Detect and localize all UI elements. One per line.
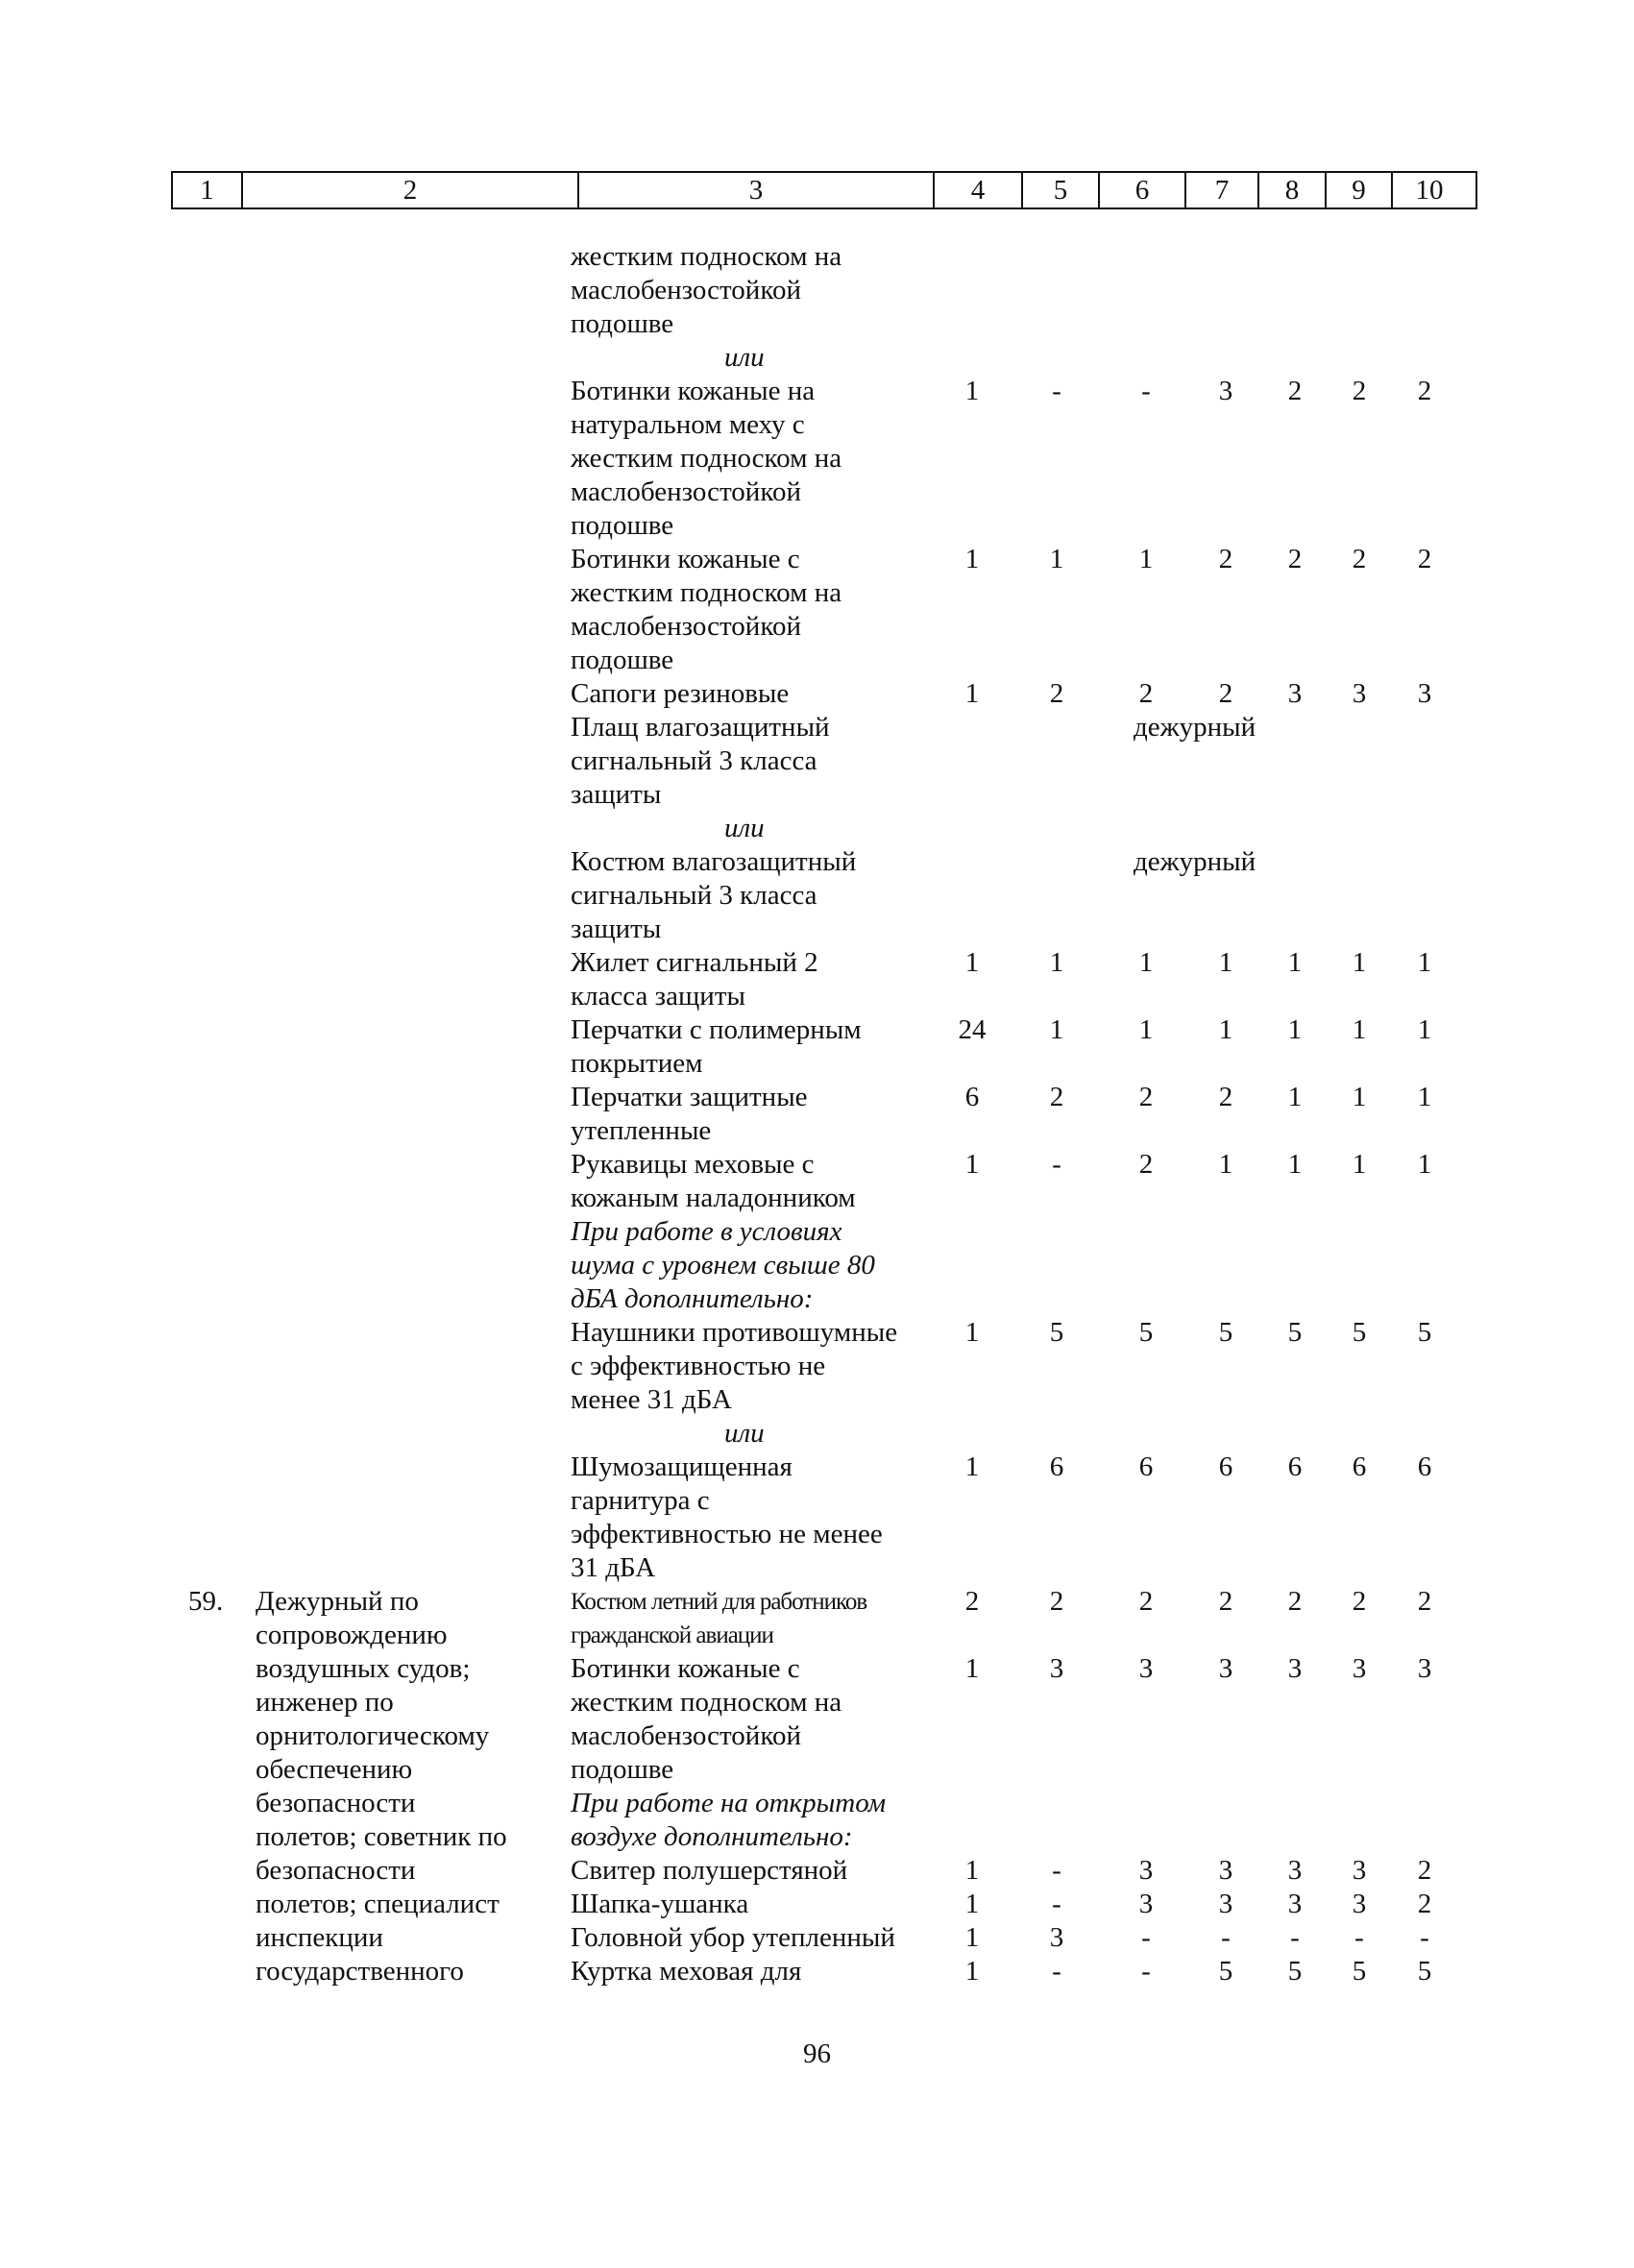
value-cell-col7: 3 (1218, 1855, 1233, 1886)
value-cell-col10: 2 (1417, 376, 1432, 406)
value-cell-col8: 5 (1287, 1317, 1303, 1348)
col3-line: Головной убор утепленный (571, 1922, 895, 1953)
value-cell-col7: 6 (1218, 1451, 1233, 1482)
value-cell-col6: 3 (1138, 1855, 1154, 1886)
col3-line: Перчатки с полимерным (571, 1014, 862, 1045)
value-cell-col10: 2 (1417, 1889, 1432, 1919)
position-line: государственного (256, 1956, 464, 1987)
value-cell-col7: 2 (1218, 678, 1233, 709)
value-cell-col8: 2 (1287, 376, 1303, 406)
col3-line: кожаным наладонником (571, 1183, 856, 1213)
col3-line: подошве (571, 1754, 674, 1785)
col3-line: натуральном меху с (571, 409, 805, 440)
value-cell-col10: 2 (1417, 1855, 1432, 1886)
position-line: воздушных судов; (256, 1653, 471, 1684)
value-cell-col9: 1 (1352, 947, 1367, 978)
value-cell-col5: - (1052, 1889, 1061, 1919)
value-cell-col6: - (1141, 1922, 1151, 1953)
value-cell-col7: 5 (1218, 1956, 1233, 1987)
position-line: Дежурный по (256, 1586, 419, 1617)
value-cell-col9: 3 (1352, 1889, 1367, 1919)
value-cell-col8: 6 (1287, 1451, 1303, 1482)
value-cell-col5: 1 (1049, 947, 1064, 978)
col3-line: класса защиты (571, 981, 745, 1012)
header-col-4: 4 (935, 173, 1023, 207)
item-number: 59. (188, 1586, 224, 1617)
value-cell-col10: 6 (1417, 1451, 1432, 1482)
value-cell-col7: 5 (1218, 1317, 1233, 1348)
value-cell-col8: 3 (1287, 678, 1303, 709)
col3-line: Перчатки защитные (571, 1082, 808, 1112)
value-cell-col5: 1 (1049, 1014, 1064, 1045)
position-line: сопровождению (256, 1620, 448, 1650)
value-cell-col4: 1 (964, 1451, 980, 1482)
value-cell-col6: - (1141, 376, 1151, 406)
position-line: полетов; специалист (256, 1889, 500, 1919)
value-cell-col5: 5 (1049, 1317, 1064, 1348)
col3-condition: дБА дополнительно: (571, 1283, 814, 1314)
value-cell-col9: 1 (1352, 1149, 1367, 1180)
col3-condition: воздухе дополнительно: (571, 1821, 853, 1852)
value-cell-col9: 5 (1352, 1317, 1367, 1348)
value-cell-col8: 3 (1287, 1889, 1303, 1919)
col3-line: жестким подноском на (571, 443, 842, 474)
value-cell-col9: 1 (1352, 1082, 1367, 1112)
col3-line: жестким подноском на (571, 241, 842, 272)
col3-line: с эффективностью не (571, 1351, 826, 1381)
value-cell-col4: 1 (964, 1653, 980, 1684)
header-col-10: 10 (1415, 174, 1444, 206)
value-cell-col4: 1 (964, 376, 980, 406)
value-cell-col8: 1 (1287, 947, 1303, 978)
value-cell-col5: - (1052, 1956, 1061, 1987)
position-line: безопасности (256, 1788, 416, 1818)
value-cell-col7: 1 (1218, 1149, 1233, 1180)
value-cell-col4: 1 (964, 1956, 980, 1987)
col3-line: защиты (571, 914, 662, 944)
value-cell-col9: 5 (1352, 1956, 1367, 1987)
value-cell-col4: 1 (964, 1922, 980, 1953)
header-col-2: 2 (243, 173, 579, 207)
value-cell-col4: 6 (964, 1082, 980, 1112)
page-number: 96 (803, 2038, 831, 2069)
table-header (171, 171, 1477, 209)
col3-condition: При работе в условиях (571, 1216, 842, 1247)
value-cell-col9: 3 (1352, 678, 1367, 709)
col3-line: Сапоги резиновые (571, 678, 790, 709)
value-cell-col8: 1 (1287, 1082, 1303, 1112)
value-cell-col7: 2 (1218, 1586, 1233, 1617)
header-col-9: 9 (1327, 173, 1393, 207)
value-cell-col5: 3 (1049, 1653, 1064, 1684)
value-cell-col6: 1 (1138, 947, 1154, 978)
col3-line: 31 дБА (571, 1552, 656, 1583)
header-col-1: 1 (173, 173, 243, 207)
value-cell-col9: 2 (1352, 544, 1367, 574)
col3-line: маслобензостойкой (571, 275, 801, 305)
value-cell-col10: 2 (1417, 1586, 1432, 1617)
value-cell-col9: - (1354, 1922, 1364, 1953)
col3-line: Жилет сигнальный 2 (571, 947, 818, 978)
value-cell-col6: 5 (1138, 1317, 1154, 1348)
value-cell-col7: 1 (1218, 947, 1233, 978)
value-cell-col10: 3 (1417, 1653, 1432, 1684)
col3-line: гарнитура с (571, 1485, 710, 1516)
value-cell-col8: 2 (1287, 1586, 1303, 1617)
value-cell-col4: 24 (958, 1014, 987, 1045)
value-cell-col6: 3 (1138, 1653, 1154, 1684)
value-cell-col4: 1 (964, 1889, 980, 1919)
value-cell-col7: 2 (1218, 544, 1233, 574)
value-cell-col5: - (1052, 376, 1061, 406)
col3-line: подошве (571, 308, 674, 339)
value-cell-col10: 1 (1417, 1149, 1432, 1180)
value-cell-col6: 2 (1138, 678, 1154, 709)
col3-line: сигнальный 3 класса (571, 745, 817, 776)
col3-line: Шумозащищенная (571, 1451, 793, 1482)
value-cell-col8: 3 (1287, 1855, 1303, 1886)
value-cell-col8: 1 (1287, 1149, 1303, 1180)
value-cell-col5: 2 (1049, 1586, 1064, 1617)
value-cell-col7: 1 (1218, 1014, 1233, 1045)
value-cell-col5: 2 (1049, 678, 1064, 709)
value-cell-col10: 1 (1417, 1082, 1432, 1112)
col3-line: маслобензостойкой (571, 611, 801, 642)
col3-line: утепленные (571, 1115, 712, 1146)
value-cell-col4: 1 (964, 1149, 980, 1180)
value-cell-col8: 5 (1287, 1956, 1303, 1987)
col3-line: жестким подноском на (571, 1687, 842, 1718)
col3-line: покрытием (571, 1048, 703, 1079)
col3-condition: шума с уровнем свыше 80 (571, 1250, 875, 1280)
value-cell-col4: 2 (964, 1586, 980, 1617)
position-line: орнитологическому (256, 1720, 490, 1751)
value-cell-col8: - (1290, 1922, 1300, 1953)
header-col-7: 7 (1186, 173, 1259, 207)
value-cell-col5: 2 (1049, 1082, 1064, 1112)
position-line: полетов; советник по (256, 1821, 507, 1852)
position-line: инженер по (256, 1687, 394, 1718)
col3-line: Ботинки кожаные с (571, 544, 800, 574)
value-cell-col9: 2 (1352, 376, 1367, 406)
header-col-8: 8 (1259, 173, 1327, 207)
col3-line: подошве (571, 510, 674, 541)
duty-label: дежурный (1134, 712, 1256, 743)
col3-or: или (724, 813, 765, 843)
value-cell-col7: 3 (1218, 1653, 1233, 1684)
value-cell-col8: 3 (1287, 1653, 1303, 1684)
value-cell-col7: 2 (1218, 1082, 1233, 1112)
col3-line: Ботинки кожаные на (571, 376, 816, 406)
col3-line: маслобензостойкой (571, 476, 801, 507)
col3-line: Рукавицы меховые с (571, 1149, 815, 1180)
col3-line: маслобензостойкой (571, 1720, 801, 1751)
value-cell-col4: 1 (964, 678, 980, 709)
value-cell-col9: 6 (1352, 1451, 1367, 1482)
col3-line: Костюм летний для работников (571, 1589, 867, 1615)
value-cell-col4: 1 (964, 1317, 980, 1348)
col3-or: или (724, 1418, 765, 1449)
col3-line: менее 31 дБА (571, 1384, 732, 1415)
col3-line: защиты (571, 779, 662, 810)
duty-label: дежурный (1134, 846, 1256, 877)
value-cell-col5: 6 (1049, 1451, 1064, 1482)
col3-line: Наушники противошумные (571, 1317, 898, 1348)
value-cell-col6: 1 (1138, 1014, 1154, 1045)
value-cell-col7: 3 (1218, 376, 1233, 406)
header-col-3: 3 (579, 173, 935, 207)
value-cell-col5: - (1052, 1149, 1061, 1180)
value-cell-col5: 3 (1049, 1922, 1064, 1953)
value-cell-col9: 2 (1352, 1586, 1367, 1617)
col3-line: Свитер полушерстяной (571, 1855, 848, 1886)
col3-line: Ботинки кожаные с (571, 1653, 800, 1684)
value-cell-col10: 1 (1417, 947, 1432, 978)
value-cell-col6: 2 (1138, 1149, 1154, 1180)
value-cell-col10: 1 (1417, 1014, 1432, 1045)
col3-line: Плащ влагозащитный (571, 712, 830, 743)
value-cell-col6: - (1141, 1956, 1151, 1987)
value-cell-col8: 2 (1287, 544, 1303, 574)
col3-condition: При работе на открытом (571, 1788, 887, 1818)
value-cell-col6: 1 (1138, 544, 1154, 574)
col3-line: Костюм влагозащитный (571, 846, 857, 877)
value-cell-col10: 5 (1417, 1317, 1432, 1348)
col3-line: гражданской авиации (571, 1622, 773, 1648)
value-cell-col4: 1 (964, 947, 980, 978)
value-cell-col4: 1 (964, 1855, 980, 1886)
position-line: инспекции (256, 1922, 383, 1953)
value-cell-col9: 3 (1352, 1855, 1367, 1886)
header-col-5: 5 (1023, 173, 1100, 207)
col3-line: эффективностью не менее (571, 1519, 883, 1549)
col3-line: Шапка-ушанка (571, 1889, 749, 1919)
value-cell-col10: 3 (1417, 678, 1432, 709)
value-cell-col9: 3 (1352, 1653, 1367, 1684)
value-cell-col8: 1 (1287, 1014, 1303, 1045)
position-line: безопасности (256, 1855, 416, 1886)
value-cell-col10: 2 (1417, 544, 1432, 574)
value-cell-col7: - (1221, 1922, 1231, 1953)
value-cell-col4: 1 (964, 544, 980, 574)
col3-line: Куртка меховая для (571, 1956, 802, 1987)
col3-or: или (724, 342, 765, 373)
value-cell-col7: 3 (1218, 1889, 1233, 1919)
col3-line: подошве (571, 645, 674, 675)
col3-line: жестким подноском на (571, 577, 842, 608)
value-cell-col5: - (1052, 1855, 1061, 1886)
value-cell-col10: 5 (1417, 1956, 1432, 1987)
value-cell-col6: 6 (1138, 1451, 1154, 1482)
value-cell-col6: 2 (1138, 1586, 1154, 1617)
header-col-6: 6 (1100, 173, 1186, 207)
col3-line: сигнальный 3 класса (571, 880, 817, 911)
value-cell-col6: 3 (1138, 1889, 1154, 1919)
value-cell-col6: 2 (1138, 1082, 1154, 1112)
value-cell-col9: 1 (1352, 1014, 1367, 1045)
position-line: обеспечению (256, 1754, 413, 1785)
value-cell-col5: 1 (1049, 544, 1064, 574)
value-cell-col10: - (1420, 1922, 1429, 1953)
